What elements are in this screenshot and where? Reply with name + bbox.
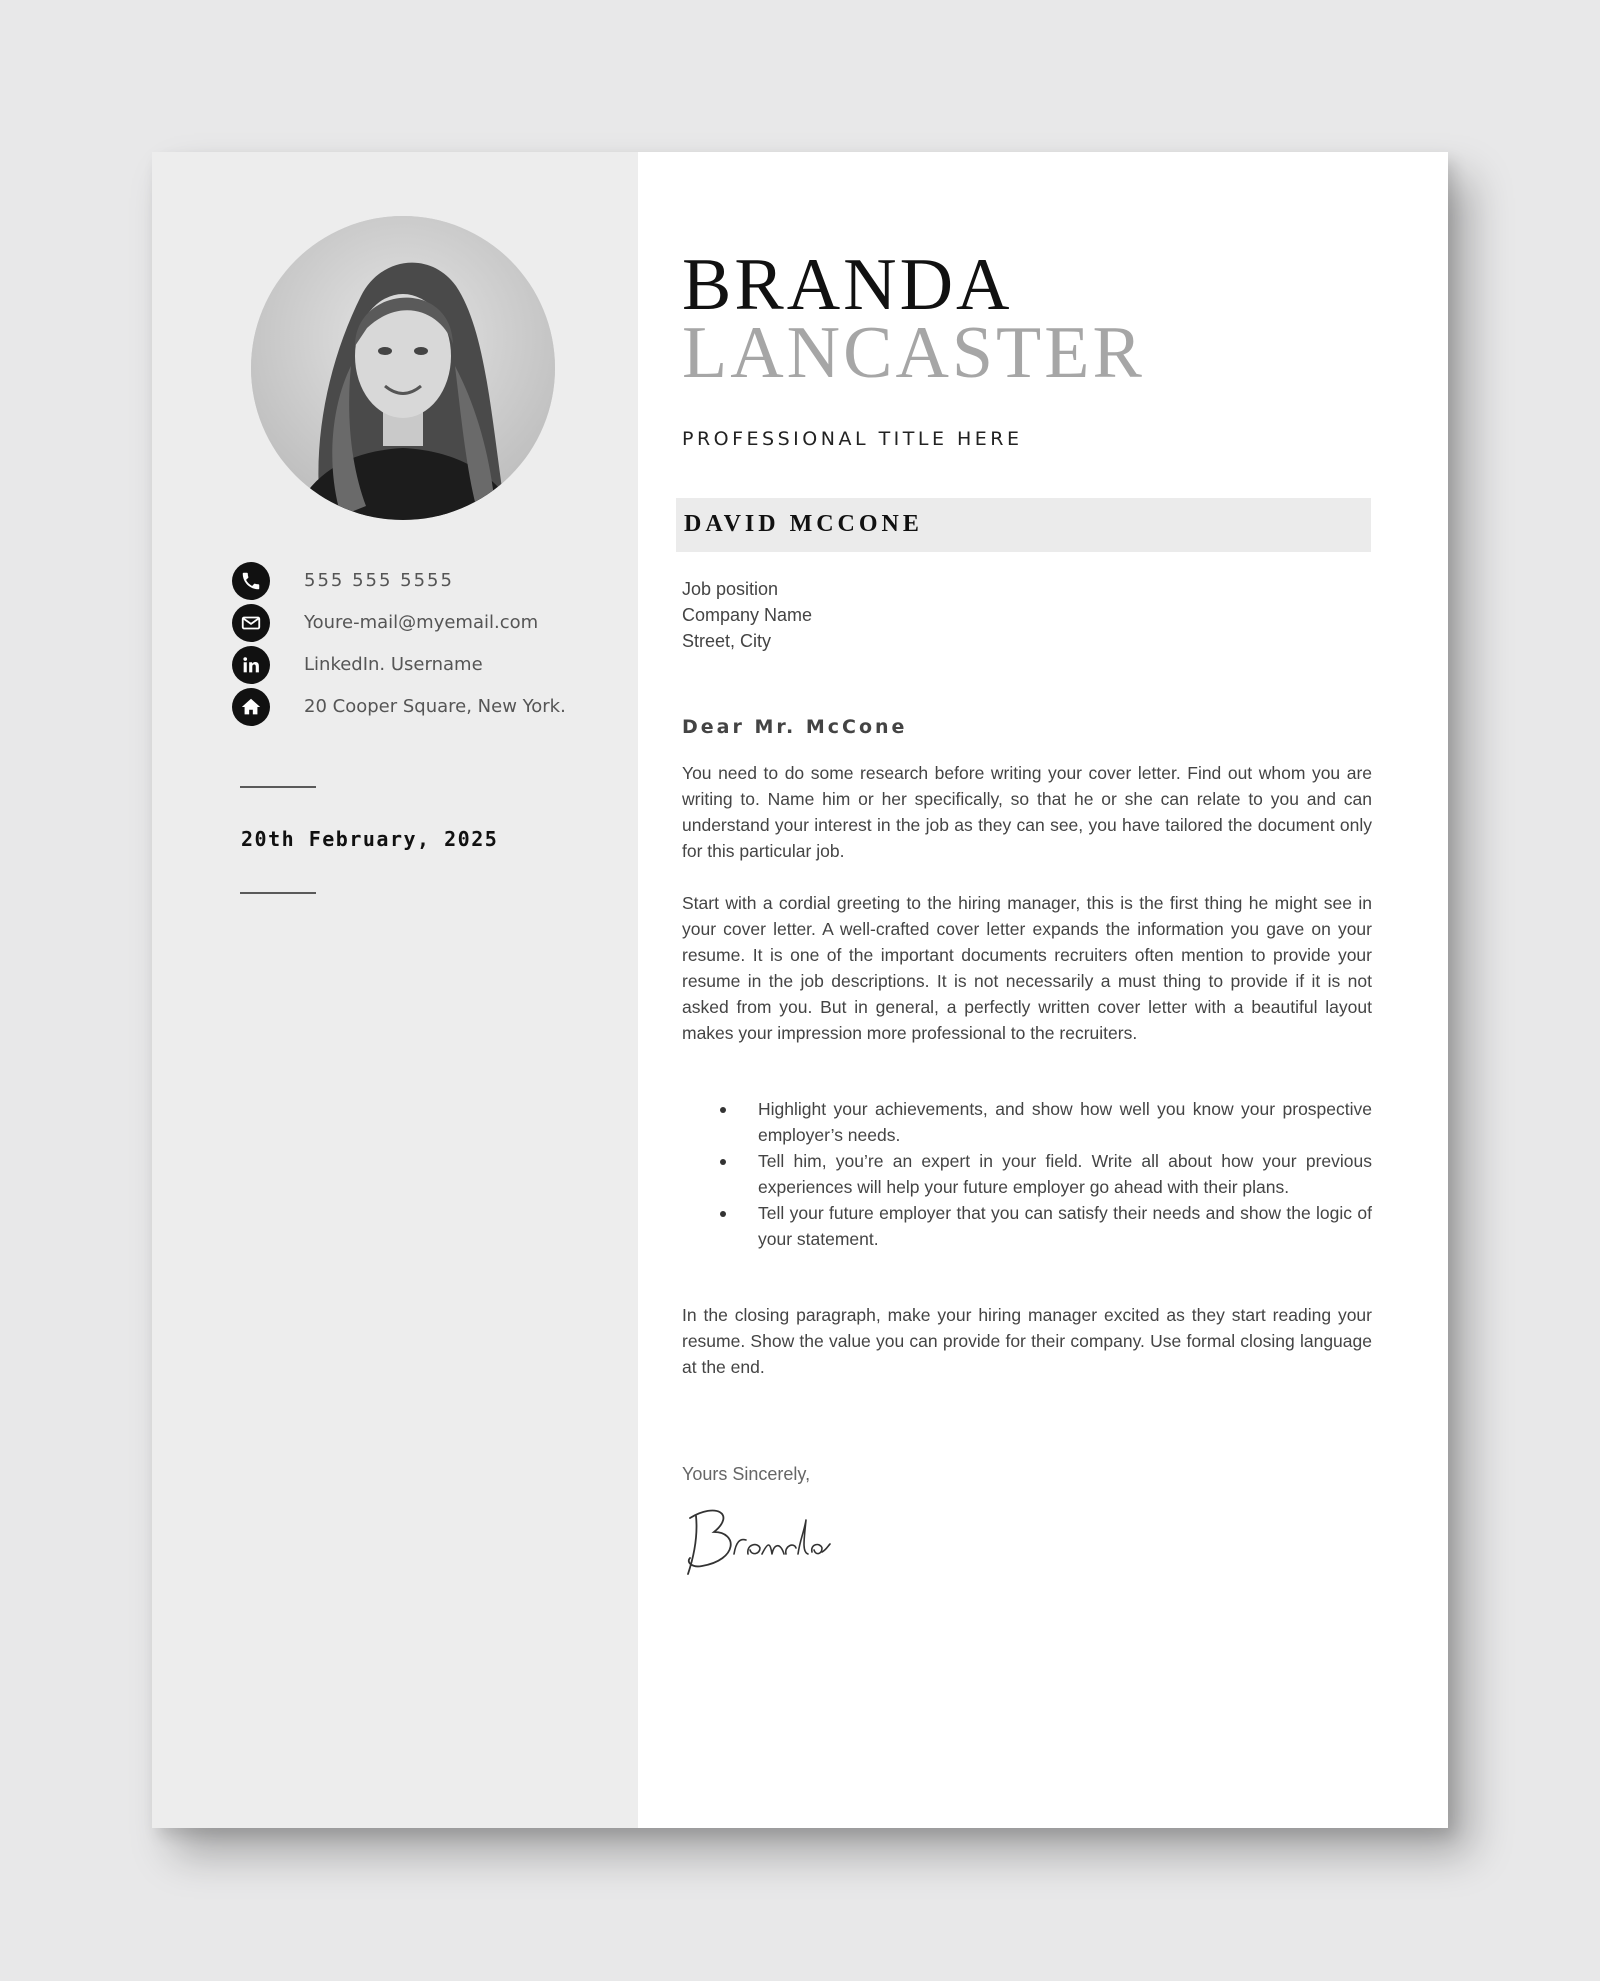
job-position: Job position bbox=[682, 579, 779, 599]
sidebar bbox=[152, 152, 638, 1828]
bullet-text: Tell your future employer that you can satisfy their needs and show the logic of your statement. bbox=[758, 1203, 1372, 1249]
bullet-text: Tell him, you’re an expert in your field. Write all about how your previous experiences will help your future employer go ahead with their plans. bbox=[758, 1151, 1372, 1197]
paragraph-2: Start with a cordial greeting to the hiring manager, this is the first thing he might see in your cover letter. A well-crafted cover letter expands the information you gave on your resume. It is one of the important documents recruiters often mention to provide your resume in the job descriptions. It is not necessarily a must thing to provide if it is not asked from you. But in general, a perfectly written cover letter with a beautiful layout makes your impression more professional to the recruiters. bbox=[682, 893, 1372, 1043]
letter-content bbox=[638, 152, 1448, 1828]
paragraph-3: In the closing paragraph, make your hiring manager excited as they start reading your resume. Show the value you can provide for their company. Use formal closing language at the end. bbox=[682, 1305, 1372, 1377]
contact-phone bbox=[232, 562, 612, 600]
phone-icon bbox=[232, 562, 270, 600]
recipient-address bbox=[682, 576, 812, 654]
contact-linkedin bbox=[232, 646, 612, 684]
bullet-icon bbox=[720, 1159, 726, 1165]
recipient-banner bbox=[676, 498, 1371, 552]
list-item bbox=[682, 1200, 1372, 1252]
linkedin-username[interactable]: LinkedIn. Username bbox=[304, 654, 483, 675]
professional-title: PROFESSIONAL TITLE HERE bbox=[682, 428, 1023, 450]
profile-photo bbox=[251, 216, 555, 520]
contact-address bbox=[232, 688, 612, 726]
phone-number: 555 555 5555 bbox=[304, 570, 454, 591]
letter-date: 20th February, 2025 bbox=[241, 827, 499, 851]
divider bbox=[240, 892, 316, 894]
list-item bbox=[682, 1096, 1372, 1148]
email-icon bbox=[232, 604, 270, 642]
contact-email bbox=[232, 604, 612, 642]
signature-icon bbox=[676, 1496, 856, 1586]
paragraph-1: You need to do some research before writing your cover letter. Find out whom you are writing to. Name him or her specifically, so that he or she can relate to you and can understand your interest in the job as they can see, you have tailored the document only for this particular job. bbox=[682, 763, 1372, 861]
salutation: Dear Mr. McCone bbox=[682, 716, 908, 738]
closing-line: Yours Sincerely, bbox=[682, 1464, 811, 1484]
bullet-text: Highlight your achievements, and show how well you know your prospective employer’s needs. bbox=[758, 1099, 1372, 1145]
street-city: Street, City bbox=[682, 631, 772, 651]
bullet-icon bbox=[720, 1211, 726, 1217]
street-address: 20 Cooper Square, New York. bbox=[304, 696, 566, 717]
linkedin-icon bbox=[232, 646, 270, 684]
cover-letter-page bbox=[152, 152, 1448, 1828]
divider bbox=[240, 786, 316, 788]
recipient-name: DAVID MCCONE bbox=[684, 511, 923, 537]
bullet-list bbox=[682, 1096, 1372, 1252]
company-name: Company Name bbox=[682, 605, 813, 625]
list-item bbox=[682, 1148, 1372, 1200]
bullet-icon bbox=[720, 1107, 726, 1113]
last-name: LANCASTER bbox=[682, 312, 1145, 394]
portrait-photo-icon bbox=[251, 216, 555, 520]
first-name: BRANDA bbox=[682, 244, 1013, 326]
email-address[interactable]: Youre-mail@myemail.com bbox=[304, 612, 539, 633]
home-icon bbox=[232, 688, 270, 726]
